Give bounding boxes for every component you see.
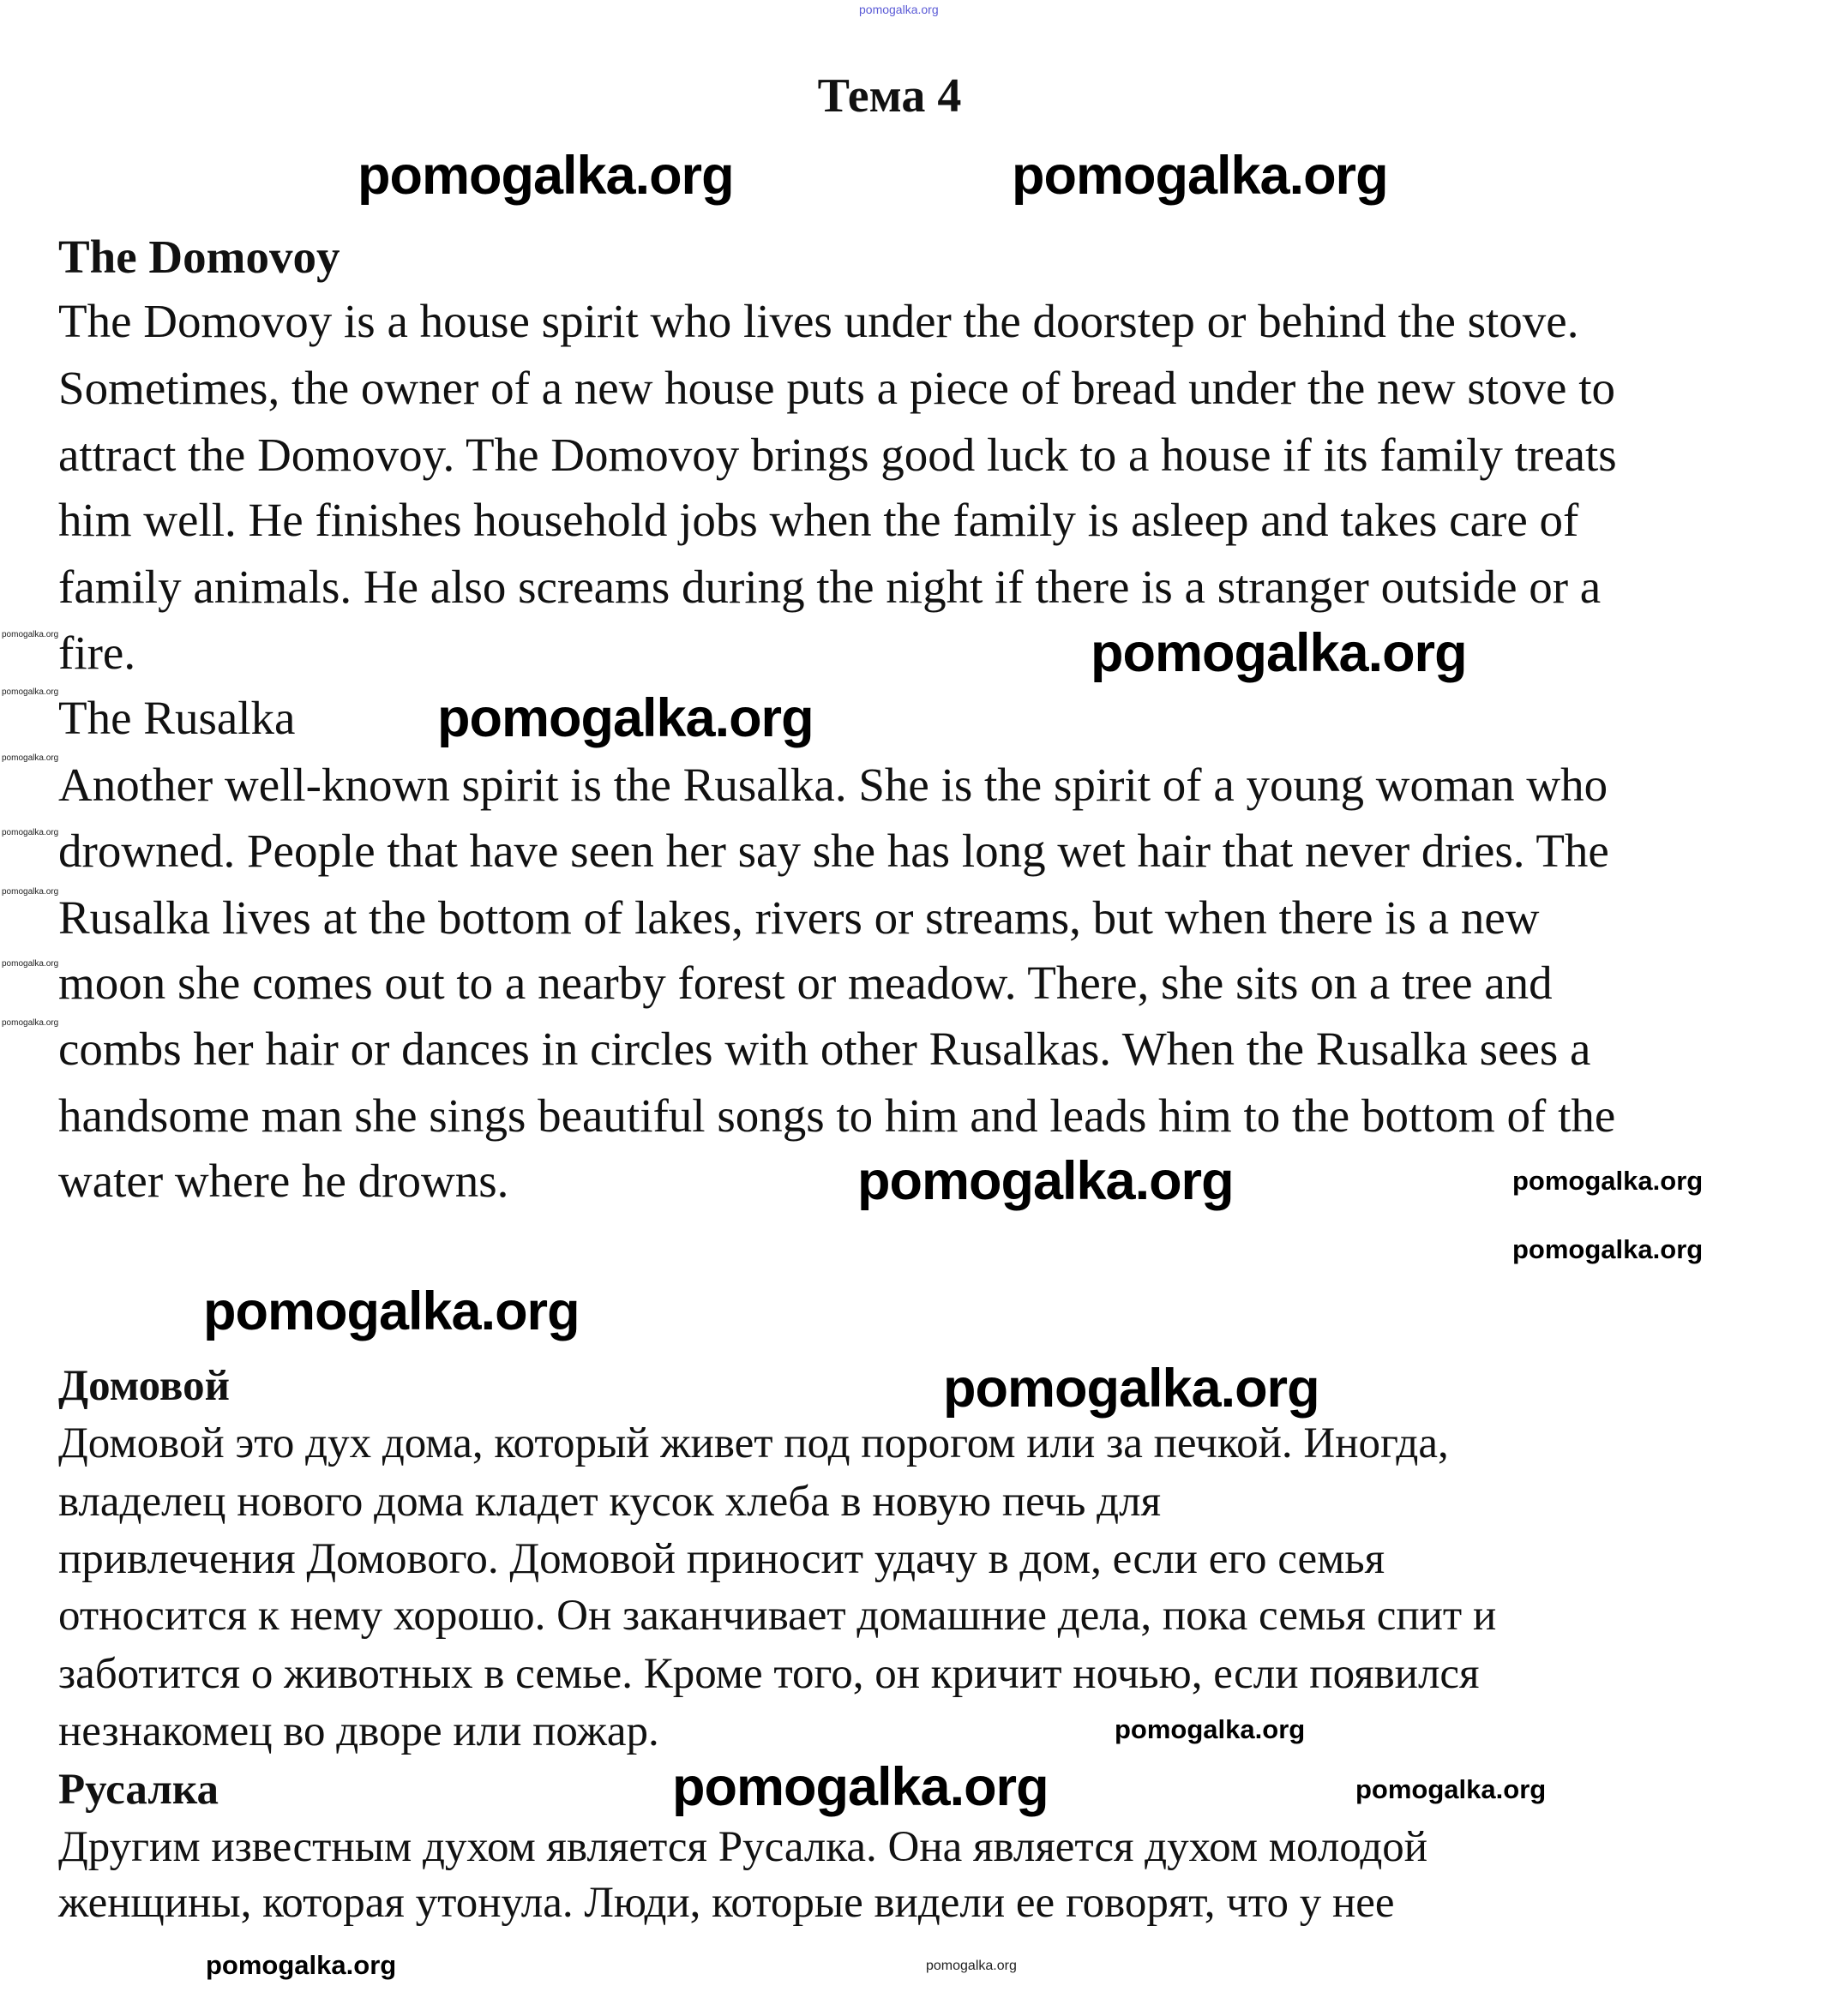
paragraph-line: fire.: [58, 627, 136, 679]
paragraph-line: handsome man she sings beautiful songs to him and leads him to the bottom of the: [58, 1089, 1616, 1142]
watermark-medium[interactable]: pomogalka.org: [1115, 1714, 1306, 1744]
paragraph-line: Sometimes, the owner of a new house puts a piece of bread under the new stove to: [58, 362, 1615, 414]
paragraph-line: владелец нового дома кладет кусок хлеба в новую печь для: [58, 1478, 1162, 1526]
paragraph-line: combs her hair or dances in circles with other Rusalkas. When the Rusalka sees a: [58, 1023, 1591, 1075]
watermark-large[interactable]: pomogalka.org: [1091, 623, 1467, 683]
paragraph-line: Rusalka lives at the bottom of lakes, rivers or streams, but when there is a new: [58, 891, 1540, 944]
rusalka-heading-ru: Русалка: [58, 1766, 219, 1814]
rusalka-heading-en: The Rusalka: [58, 692, 296, 744]
paragraph-line: Another well-known spirit is the Rusalka. She is the spirit of a young woman who: [58, 759, 1608, 811]
paragraph-line: незнакомец во дворе или пожар.: [58, 1707, 659, 1755]
paragraph-line: moon she comes out to a nearby forest or meadow. There, she sits on a tree and: [58, 957, 1553, 1009]
watermark-large[interactable]: pomogalka.org: [943, 1359, 1319, 1419]
paragraph-line: water where he drowns.: [58, 1155, 509, 1207]
watermark-large[interactable]: pomogalka.org: [672, 1757, 1049, 1817]
paragraph-line: attract the Domovoy. The Domovoy brings good luck to a house if its family treats: [58, 429, 1617, 481]
paragraph-line: Другим известным духом является Русалка. Она является духом молодой: [58, 1823, 1428, 1871]
watermark-large[interactable]: pomogalka.org: [358, 146, 734, 206]
paragraph-line: drowned. People that have seen her say she has long wet hair that never dries. The: [58, 825, 1609, 877]
paragraph-line: заботится о животных в семье. Кроме того, он кричит ночью, если появился: [58, 1650, 1480, 1698]
paragraph-line: Домовой это дух дома, который живет под порогом или за печкой. Иногда,: [58, 1419, 1449, 1467]
paragraph-line: относится к нему хорошо. Он заканчивает домашние дела, пока семья спит и: [58, 1592, 1497, 1640]
watermark-small[interactable]: pomogalka.org: [2, 959, 59, 969]
paragraph-line: женщины, которая утонула. Люди, которые видели ее говорят, что у нее: [58, 1879, 1395, 1927]
page-title: Тема 4: [817, 69, 962, 123]
watermark-medium[interactable]: pomogalka.org: [206, 1950, 397, 1980]
watermark-large[interactable]: pomogalka.org: [857, 1151, 1234, 1211]
watermark-medium[interactable]: pomogalka.org: [1355, 1774, 1547, 1804]
watermark-small[interactable]: pomogalka.org: [2, 828, 59, 837]
watermark-top[interactable]: pomogalka.org: [859, 3, 939, 16]
watermark-small[interactable]: pomogalka.org: [2, 1018, 59, 1028]
paragraph-line: The Domovoy is a house spirit who lives under the doorstep or behind the stove.: [58, 295, 1579, 347]
paragraph-line: family animals. He also screams during the night if there is a stranger outside or a: [58, 561, 1602, 613]
domovoy-heading-en: The Domovoy: [58, 231, 340, 283]
watermark-small[interactable]: pomogalka.org: [2, 753, 59, 763]
watermark-small[interactable]: pomogalka.org: [2, 887, 59, 897]
watermark-large[interactable]: pomogalka.org: [203, 1281, 580, 1341]
watermark-small[interactable]: pomogalka.org: [2, 687, 59, 697]
paragraph-line: привлечения Домового. Домовой приносит удачу в дом, если его семья: [58, 1535, 1385, 1583]
watermark-small[interactable]: pomogalka.org: [2, 630, 59, 639]
watermark-medium[interactable]: pomogalka.org: [1512, 1234, 1704, 1264]
domovoy-heading-ru: Домовой: [58, 1362, 230, 1410]
watermark-large[interactable]: pomogalka.org: [1012, 146, 1388, 206]
watermark-small[interactable]: pomogalka.org: [926, 1959, 1017, 1973]
watermark-medium[interactable]: pomogalka.org: [1512, 1166, 1704, 1196]
watermark-large[interactable]: pomogalka.org: [437, 688, 814, 748]
paragraph-line: him well. He finishes household jobs when the family is asleep and takes care of: [58, 494, 1579, 546]
